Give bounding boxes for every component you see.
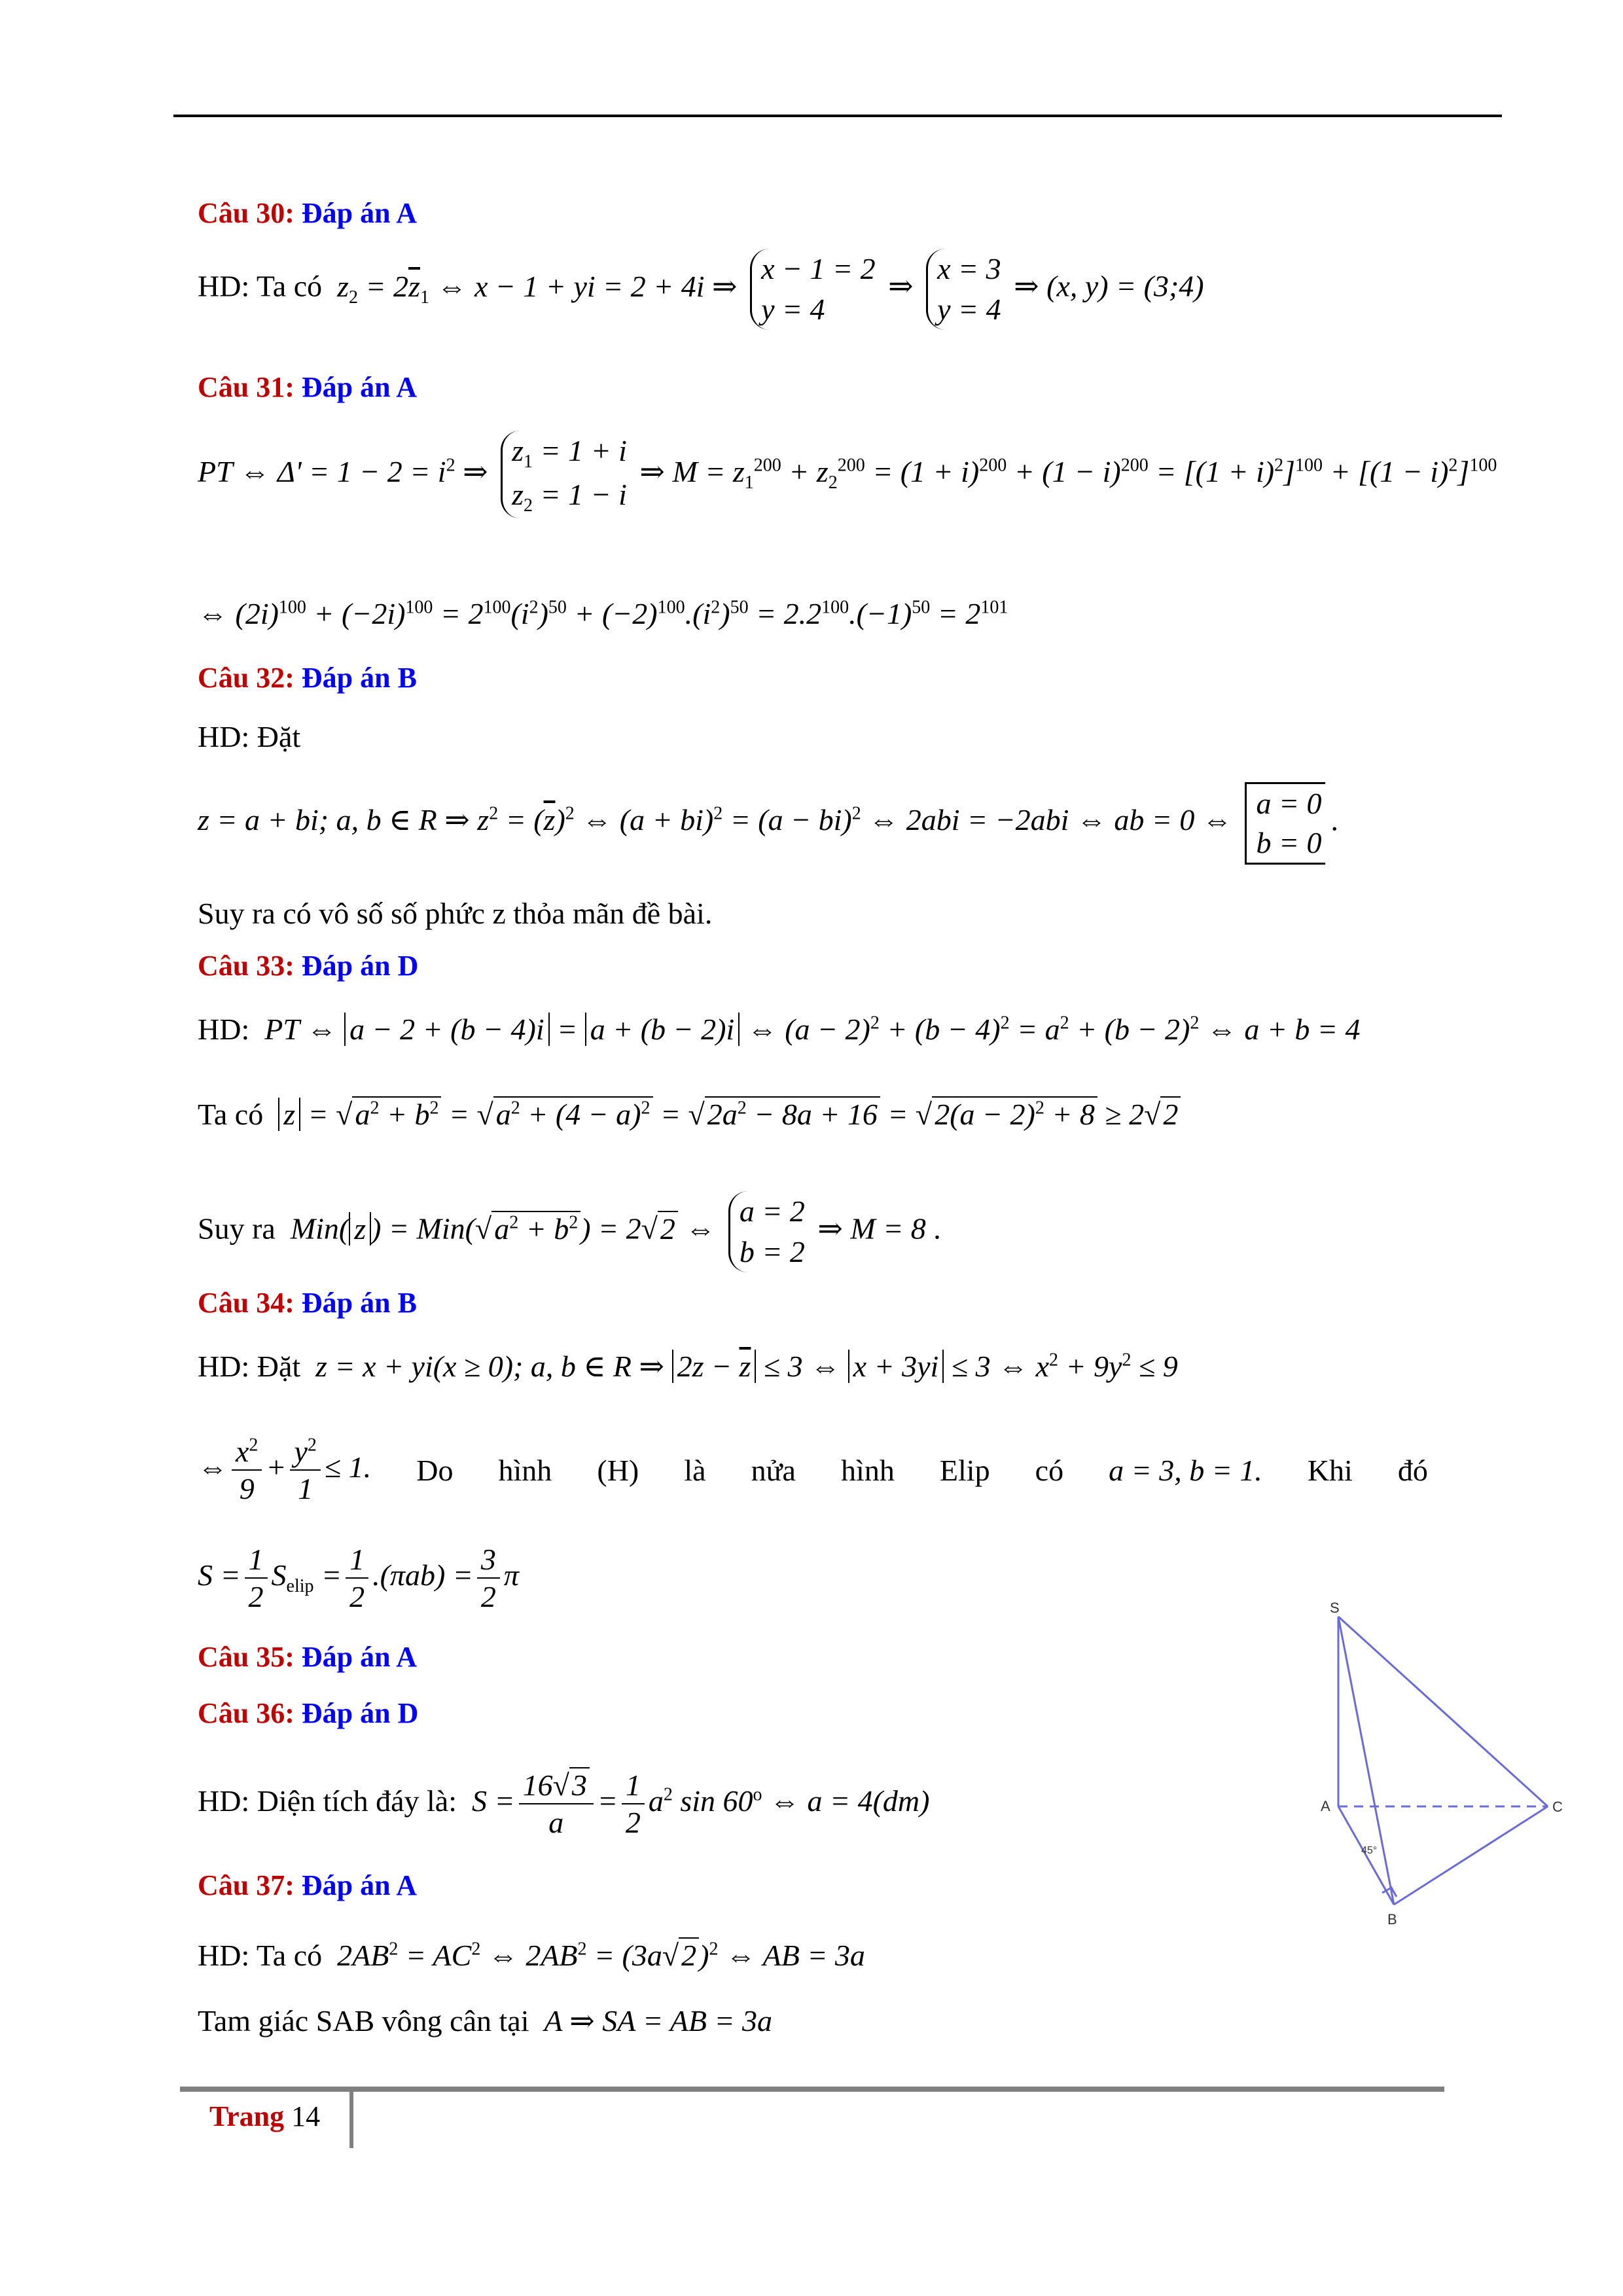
q31-solution-line2: ⇔ $(2i)^{100} + (-2i)^{100} = 2^{100}(i^2)^{50} + (-2)^{100}.(i^2)^{50} = 2.2^{100}.(-1)^{50} = 2^{101}$ xyxy=(198,597,1008,630)
q33-solution-line1: HD: PT ⇔ a − 2 + (b − 4)i = a + (b − 2)i ⇔ $(a - 2)^2 + (b - 4)^2 = a^2 + (b - 2)^2$ ⇔ a + b = 4 xyxy=(198,1013,1361,1046)
q35-heading xyxy=(198,1640,417,1674)
label-C: C xyxy=(1552,1799,1563,1815)
q32-hd: HD: Đặt xyxy=(198,720,301,753)
q36-solution: HD: Diện tích đáy là: S = $\frac{16√3}{a}$ = $\frac{1}{2}$ $a^2$ sin 60$^o$ ⇔ a = 4(dm) xyxy=(198,1768,930,1840)
q36-heading xyxy=(198,1696,418,1730)
q34-solution-line3: S = $\frac{1}{2}$ $S_{elip}$ = $\frac{1}{2}$ .(πab) = $\frac{3}{2}$ π xyxy=(198,1543,519,1614)
answer-label: Đáp án B xyxy=(301,662,417,694)
label-A: A xyxy=(1321,1798,1330,1814)
answer-label: Đáp án A xyxy=(301,1869,417,1901)
q33-solution-line3: Suy ra Min( z ) = $Min(√a^2 + b^2) = 2√2$ ⇔ a = 2 b = 2 ⇒ M = 8 . xyxy=(198,1191,941,1272)
question-number: Câu 31: xyxy=(198,371,294,403)
q37-solution-line1: HD: Ta có $2AB^2 = AC^2$ ⇔ $2AB^2 = (3a√2)^2$ ⇔ AB = 3a xyxy=(198,1939,865,1972)
question-number: Câu 33: xyxy=(198,950,294,982)
footer-label: Trang xyxy=(209,2100,285,2132)
q37-heading xyxy=(198,1869,417,1902)
q33-solution-line2: Ta có $z = √a^2 + b^2 = √a^2 + (4 - a)^2 = √2a^2 - 8a + 16 = √2(a - 2)^2 + 8 \ge 2√2$ xyxy=(198,1096,1181,1132)
answer-label: Đáp án A xyxy=(301,371,417,403)
q34-heading xyxy=(198,1286,417,1319)
page-footer xyxy=(209,2100,320,2133)
footer-divider xyxy=(349,2092,353,2148)
top-rule xyxy=(173,115,1502,117)
answer-label: Đáp án D xyxy=(301,950,419,982)
q31-heading xyxy=(198,370,417,404)
q37-solution-line2: Tam giác SAB vông cân tại A ⇒ SA = AB = 3a xyxy=(198,2004,773,2037)
q32-conclusion: Suy ra có vô số số phức z thỏa mãn đề bài. xyxy=(198,897,713,930)
q31-solution-line1: PT ⇔ $\Delta' = 1 - 2 = i^2$ ⇒ $z_1 = 1 + i$ $z_2 = 1 - i$ ⇒ $M = z_1^{200} + z_2^{200} = (1 + i)^{200} + (1 - i)^{200} = [(1 + i)^2]^{100} + [(1 - i)^2]^{100}$ xyxy=(198,431,1497,518)
q32-heading xyxy=(198,661,417,694)
question-number: Câu 36: xyxy=(198,1697,294,1729)
pyramid-figure xyxy=(1309,1597,1584,1937)
q32-solution: z = a + bi; a, b ∈ R ⇒ $z^2 = (\overline{z})^2$ ⇔ (a + bi)$^2$ = (a − bi)$^2$ ⇔ 2abi = −2abi ⇔ ab = 0 ⇔ a = 0 b = 0 . xyxy=(198,782,1338,865)
bottom-rule xyxy=(180,2087,1444,2092)
label-S: S xyxy=(1330,1600,1340,1616)
answer-label: Đáp án D xyxy=(301,1697,419,1729)
edge-BC xyxy=(1394,1806,1548,1905)
q33-heading xyxy=(198,949,418,982)
q34-solution-line1: HD: Đặt z = x + yi(x ≥ 0); a, b ∈ R ⇒ $2z - \overline{z} \le 3$ ⇔ x + 3yi ≤ 3 ⇔ $x^2 + 9y^2 \le 9$ xyxy=(198,1350,1178,1383)
question-number: Câu 35: xyxy=(198,1641,294,1673)
q30-solution: HD: Ta có $z_2 = 2\overline{z}_1$ ⇔ x − 1 + yi = 2 + 4i ⇒ x − 1 = 2 y = 4 ⇒ x = 3 y = 4 ⇒ (x, y) = (3;4) xyxy=(198,249,1204,330)
q34-solution-line2: ⇔ $\frac{x^2}{9}$ + $\frac{y^2}{1}$ ≤ 1. Do hình (H) là nửa hình Elip có a = 3, b = 1. Khi đó xyxy=(198,1435,1428,1506)
label-angle: 45° xyxy=(1361,1845,1378,1856)
answer-label: Đáp án B xyxy=(301,1287,417,1319)
answer-label: Đáp án A xyxy=(301,1641,417,1673)
page-number: 14 xyxy=(291,2100,321,2132)
answer-label: Đáp án A xyxy=(301,197,417,229)
question-number: Câu 32: xyxy=(198,662,294,694)
label-B: B xyxy=(1387,1911,1397,1928)
question-number: Câu 34: xyxy=(198,1287,294,1319)
question-number: Câu 30: xyxy=(198,197,294,229)
question-number: Câu 37: xyxy=(198,1869,294,1901)
q30-heading xyxy=(198,196,417,230)
